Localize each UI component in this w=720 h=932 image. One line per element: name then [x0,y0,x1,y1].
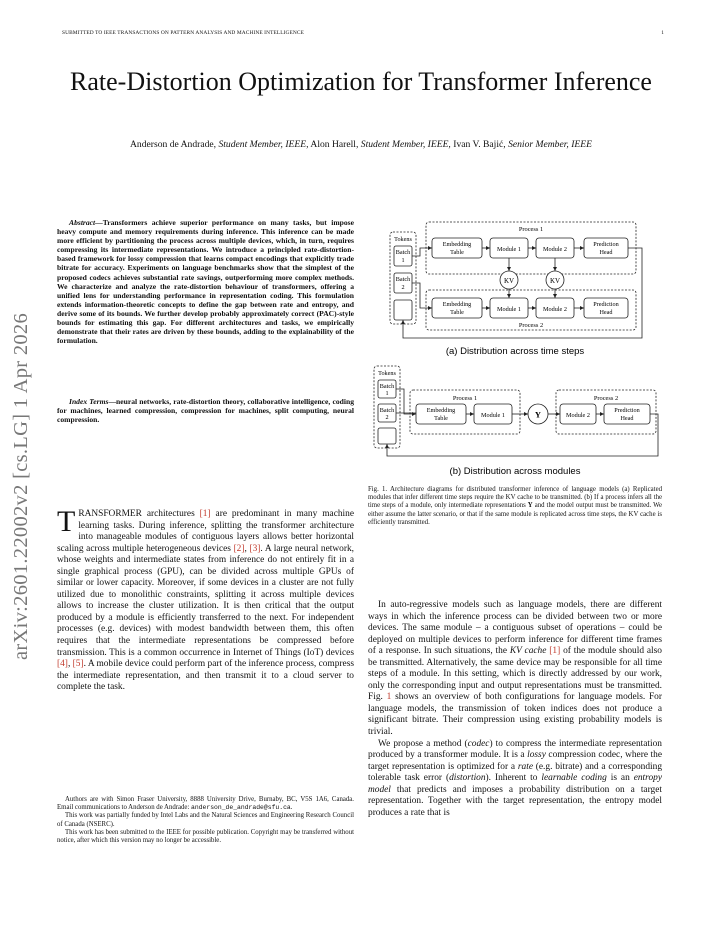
y-label: Y [534,409,542,420]
body-text: is an [606,773,634,784]
caption-text: and the model output must be transmitted. We either assume the latter scenario, or that if the same module is replicated across time steps, the KV cache is efficiently transmitted. [368,502,662,526]
author-3: Ivan V. Bajić, [453,139,506,150]
paragraph [368,739,662,820]
intro-text: , [244,543,250,554]
module-1-label: Module 1 [497,246,521,253]
body-text: ). Inherent to [485,773,542,784]
footnote-text: . [290,804,293,812]
author-2-role: Student Member, IEEE, [360,139,451,150]
prediction-label: Head [599,309,613,316]
citation-link[interactable]: [5] [72,659,84,670]
embedding-label: Embedding [426,407,456,414]
term: lossy [527,750,546,761]
caption-text: Architecture diagrams for distributed transformer inference of language models (a) Replicated modules that infer different time steps require the KV cache to be transmitted. (b) If a process infers all the time steps of a module, only intermediate representations [368,486,662,510]
kv-label: KV [549,277,561,285]
citation-link[interactable]: [1] [199,509,211,519]
embedding-label: Embedding [442,301,472,308]
process-2-label: Process 2 [518,322,544,329]
diagram-time-steps [368,218,662,358]
body-text: We propose a method ( [378,738,468,749]
batch-number: 2 [385,414,389,421]
body-text: that predicts and imposes a probability distribution on a target representation. Together with the target representation, the entropy model produces a rate that is [368,784,662,818]
batch-empty-box [378,428,396,444]
tokens-label: Tokens [378,370,396,377]
intro-text: RANSFORMER architectures [78,509,200,519]
batch-number: 2 [401,284,405,291]
term: learnable coding [541,773,607,784]
body-text: of the module should also be transmitted. Alternatively, the same device may be responsible for all time steps of a module. In this setting, which is directly addressed by our work, only the corresponding input and output representations must be transmitted. Fig. [368,646,662,703]
term: entropy model [368,773,662,795]
tokens-label: Tokens [394,236,412,243]
caption-label: Fig. 1. [368,486,388,493]
intro-text: . A mobile device could perform part of the inference process, compress the intermediate representation, and then transmit it to a cloud server to complete the task. [57,659,354,693]
running-header [62,30,664,36]
right-column-text [368,600,662,819]
intro-text: are predominant in many machine learning tasks. During inference, splitting the transformer architecture into manageable modules of contiguous layers allows better horizontal scaling across multiple heterogeneous devices [57,509,354,554]
body-text: compression codec, where the target representation is optimized for a [368,750,662,772]
term: KV cache [509,646,547,657]
batch-label: Batch [379,407,395,414]
prediction-label: Head [620,415,634,422]
figure-1a [368,218,662,358]
author-list [62,138,660,151]
embedding-label: Embedding [442,241,472,248]
intro-text: , [67,659,73,670]
index-terms-text: —neural networks, rate-distortion theory, collaborative intelligence, coding for machines, learned compression, compression for machines, split computing, neural compression. [57,397,355,425]
term: rate [517,761,533,772]
paragraph [368,600,662,739]
prediction-label: Prediction [614,407,640,414]
module-1-label: Module 1 [481,412,505,419]
subfigure-b-caption: (b) Distribution across modules [449,466,581,477]
prediction-label: Head [599,249,613,256]
batch-label: Batch [395,276,411,283]
figure-1b [368,362,662,480]
author-3-role: Senior Member, IEEE [508,139,592,150]
body-text: shows an overview of both configurations for language models. For language models, the transmission of token indices does not produce a significant bitrate. Their compression using existing probability models is trivial. [368,692,662,738]
module-2-label: Module 2 [543,306,567,313]
index-terms-label: Index Terms [69,397,109,406]
module-1-label: Module 1 [497,306,521,313]
intro-text: . A large neural network, whose weights and intermediate states from inference do not entirely fit in a single graphical process (GPU), can be divided across multiple GPUs of similar or lower capacity. Moreover, if some devices in a cluster are not fully utilized due to monolithic constraints, splitting it across multiple devices allows to increase the cluster utilization. It is then critical that the output produced by a module is efficiently transferred to the next. For independent processes (e.g. devices) with modest bandwidth between them, this often requires that the intermediate representations be compressed before transmission. This is a common occurrence in Internet of Things (IoT) devices [57,543,354,658]
prediction-label: Prediction [593,301,619,308]
module-2-label: Module 2 [566,412,590,419]
citation-link[interactable]: [2] [233,543,245,554]
embedding-label: Table [450,309,464,316]
citation-link[interactable]: [3] [249,543,261,554]
figure-caption [368,486,662,527]
embedding-label: Table [450,249,464,256]
abstract [57,218,354,345]
footnote-affiliation [57,796,354,812]
batch-label: Batch [379,383,395,390]
body-text: ) to compress the intermediate representation produced by a transformer module. It is a [368,738,662,761]
process-2-label: Process 2 [593,395,619,402]
page-number: 1 [661,30,664,36]
author-2: Alon Harell, [310,139,359,150]
footnotes [57,796,354,845]
caption-symbol: Y [527,502,533,510]
batch-number: 1 [385,390,389,397]
kv-label: KV [503,277,515,285]
batch-number: 1 [401,257,405,264]
embedding-label: Table [434,415,448,422]
abstract-label: Abstract [69,218,96,227]
process-1-label: Process 1 [452,395,478,402]
abstract-text: —Transformers achieve superior performance on many tasks, but impose heavy compute and memory requirements during inference. This inference can be made more efficient by partitioning the process across multiple devices, which, in turn, requires compressing its intermediate representations. We introduce a principled rate-distortion-based framework for lossy compression that learns compact encodings that explicitly trade bitrate for accuracy. Experiments on language benchmarks show that the simplest of the proposed codecs achieves substantial rate savings, outperforming more complex methods. We characterize and analyze the rate-distortion behaviour of transformers, offering a unified lens for understanding performance in representation coding. This formulation extends information-theoretic concepts to define the gap between rate and entropy, and derive some of its bounds. We further develop probably approximately correct (PAC)-style bounds for estimating this gap. For different architectures and tasks, we empirically demonstrate that their rates are driven by these bounds, adding to the explainability of the formulation. [57,218,354,346]
footnote-funding: This work was partially funded by Intel Labs and the Natural Sciences and Engineering Research Council of Canada (NSERC). [57,812,354,828]
citation-link[interactable]: [4] [57,659,68,670]
arxiv-stamp: arXiv:2601.22002v2 [cs.LG] 1 Apr 2026 [10,312,32,660]
batch-label: Batch [395,249,411,256]
body-text: (e.g. bitrate) and a corresponding tolerable task error ( [368,761,663,784]
subfigure-a-caption: (a) Distribution across time steps [445,346,585,357]
batch-empty-box [394,300,412,320]
prediction-label: Prediction [593,241,619,248]
term: codec [467,738,490,749]
term: distortion [449,773,486,784]
index-terms [57,397,354,424]
body-text: In auto-regressive models such as language models, there are different ways in which the inference process can be divided between two or more devices. The same module – a contiguous subset of operations – could be deployed on multiple devices to perform inference for different time frames of a response. In such situations, the [368,600,662,657]
running-title: SUBMITTED TO IEEE TRANSACTIONS ON PATTERN ANALYSIS AND MACHINE INTELLIGENCE [62,30,304,36]
author-1: Anderson de Andrade, [130,139,217,150]
diagram-modules [368,362,662,480]
paper-title: Rate-Distortion Optimization for Transformer Inference [70,67,652,96]
figure-link[interactable]: 1 [386,692,392,703]
module-2-label: Module 2 [543,246,567,253]
author-1-role: Student Member, IEEE, [218,139,309,150]
drop-cap: T [57,505,76,538]
process-1-label: Process 1 [518,226,544,233]
introduction-paragraph [57,505,354,694]
footnote-copyright: This work has been submitted to the IEEE for possible publication. Copyright may be transferred without notice, after which this version may no longer be accessible. [57,828,354,845]
citation-link[interactable]: [1] [549,646,561,657]
author-email[interactable]: anderson_de_andrade@sfu.ca [191,804,291,812]
footnote-text: Authors are with Simon Fraser University, 8888 University Drive, Burnaby, BC, V5S 1A6, Canada. Email communications to Anderson de Andrade: [57,796,354,812]
